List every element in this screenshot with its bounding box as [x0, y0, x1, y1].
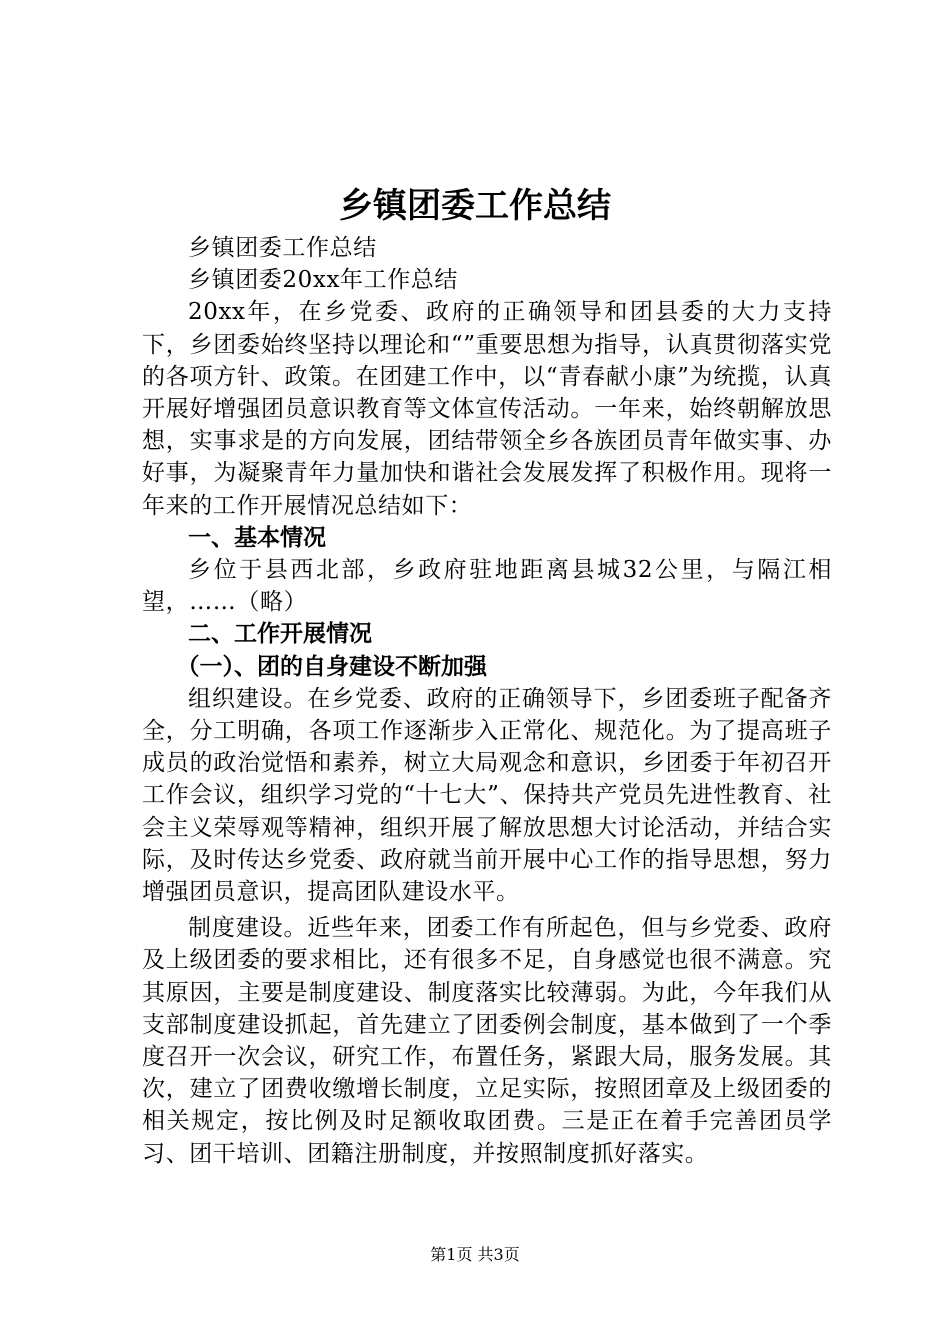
year-title-line: 乡镇团委20xx年工作总结 — [188, 267, 459, 294]
page-number-footer: 第1页 共3页 — [430, 1245, 520, 1264]
system-paragraph: 制度建设。近些年来，团委工作有所起色，但与乡党委、政府及上级团委的要求相比，还有很多不足，自身感觉也很不满意。究其原因，主要是制度建设、制度落实比较薄弱。为此，今年我们从支部制度建设抓起，首先建立了团委例会制度，基本做到了一个季度召开一次会议，研究工作，布置任务，紧跟大局，服务发展。其次，建立了团费收缴增长制度，立足实际，按照团章及上级团委的相关规定，按比例及时足额收取团费。三是正在着手完善团员学习、团干培训、团籍注册制度，并按照制度抓好落实。 — [142, 915, 832, 1167]
section-heading-work: 二、工作开展情况 — [188, 621, 372, 648]
subtitle-line: 乡镇团委工作总结 — [188, 235, 377, 261]
basic-info-paragraph: 乡位于县西北部，乡政府驻地距离县城32公里，与隔江相望，……（略） — [142, 557, 832, 616]
document-body — [142, 232, 832, 1170]
section-heading-basic: 一、基本情况 — [188, 524, 326, 551]
intro-paragraph: 20xx年，在乡党委、政府的正确领导和团县委的大力支持下，乡团委始终坚持以理论和“”重要思想为指导，认真贯彻落实党的各项方针、政策。在团建工作中，以“青春献小康”为统揽，认真开展好增强团员意识教育等文体宣传活动。一年来，始终朝解放思想，实事求是的方向发展，团结带领全乡各族团员青年做实事、办好事，为凝聚青年力量加快和谐社会发展发挥了积极作用。现将一年来的工作开展情况总结如下： — [142, 299, 832, 519]
organization-paragraph: 组织建设。在乡党委、政府的正确领导下，乡团委班子配备齐全，分工明确，各项工作逐渐步入正常化、规范化。为了提高班子成员的政治觉悟和素养，树立大局观念和意识，乡团委于年初召开工作会议，组织学习党的“十七大”、保持共产党员先进性教育、社会主义荣辱观等精神，组织开展了解放思想大讨论活动，并结合实际，及时传达乡党委、政府就当前开展中心工作的指导思想，努力增强团员意识，提高团队建设水平。 — [142, 685, 832, 906]
subsection-heading: （一）、团的自身建设不断加强 — [176, 653, 487, 680]
document-title: 乡镇团委工作总结 — [339, 186, 611, 226]
